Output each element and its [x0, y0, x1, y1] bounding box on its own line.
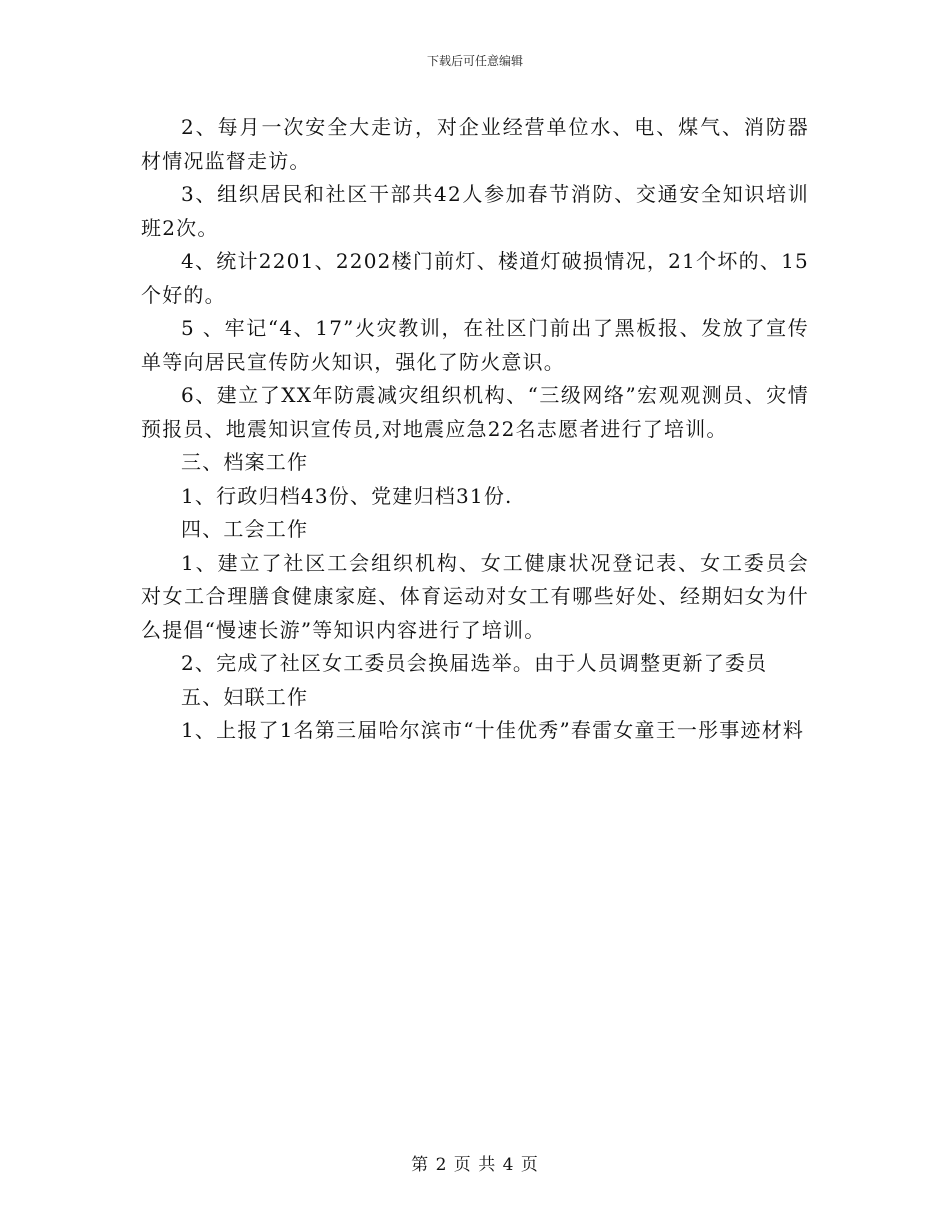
womens-federation-item-1: 1、上报了1名第三届哈尔滨市“十佳优秀”春雷女童王一彤事迹材料 [181, 718, 805, 742]
document-body [141, 111, 809, 748]
section-heading-archives: 三、档案工作 [181, 450, 309, 474]
union-item-1: 1、建立了社区工会组织机构、女工健康状况登记表、女工委员会对女工合理膳食健康家庭、体育运动对女工有哪些好处、经期妇女为什么提倡“慢速长游”等知识内容进行了培训。 [141, 550, 809, 642]
paragraph-item-4: 4、统计2201、2202楼门前灯、楼道灯破损情况，21个坏的、15个好的。 [141, 249, 809, 307]
archives-item-1: 1、行政归档43份、党建归档31份. [181, 483, 513, 508]
section-heading-union: 四、工会工作 [181, 517, 309, 541]
page-number: 第 2 页 共 4 页 [411, 1155, 539, 1175]
paragraph-item-6: 6、建立了XX年防震减灾组织机构、“三级网络”宏观观测员、灾情预报员、地震知识宣传员,对地震应急22名志愿者进行了培训。 [141, 383, 809, 441]
union-item-2: 2、完成了社区女工委员会换届选举。由于人员调整更新了委员 [181, 651, 768, 675]
page-header: 下载后可任意编辑 [426, 54, 523, 68]
paragraph-item-5: 5 、牢记“4、17”火灾教训，在社区门前出了黑板报、发放了宣传单等向居民宣传防火知识，强化了防火意识。 [141, 316, 809, 374]
paragraph-item-2: 2、每月一次安全大走访，对企业经营单位水、电、煤气、消防器材情况监督走访。 [141, 115, 809, 173]
paragraph-item-3: 3、组织居民和社区干部共42人参加春节消防、交通安全知识培训班2次。 [141, 182, 809, 240]
section-heading-womens-federation: 五、妇联工作 [181, 684, 309, 709]
